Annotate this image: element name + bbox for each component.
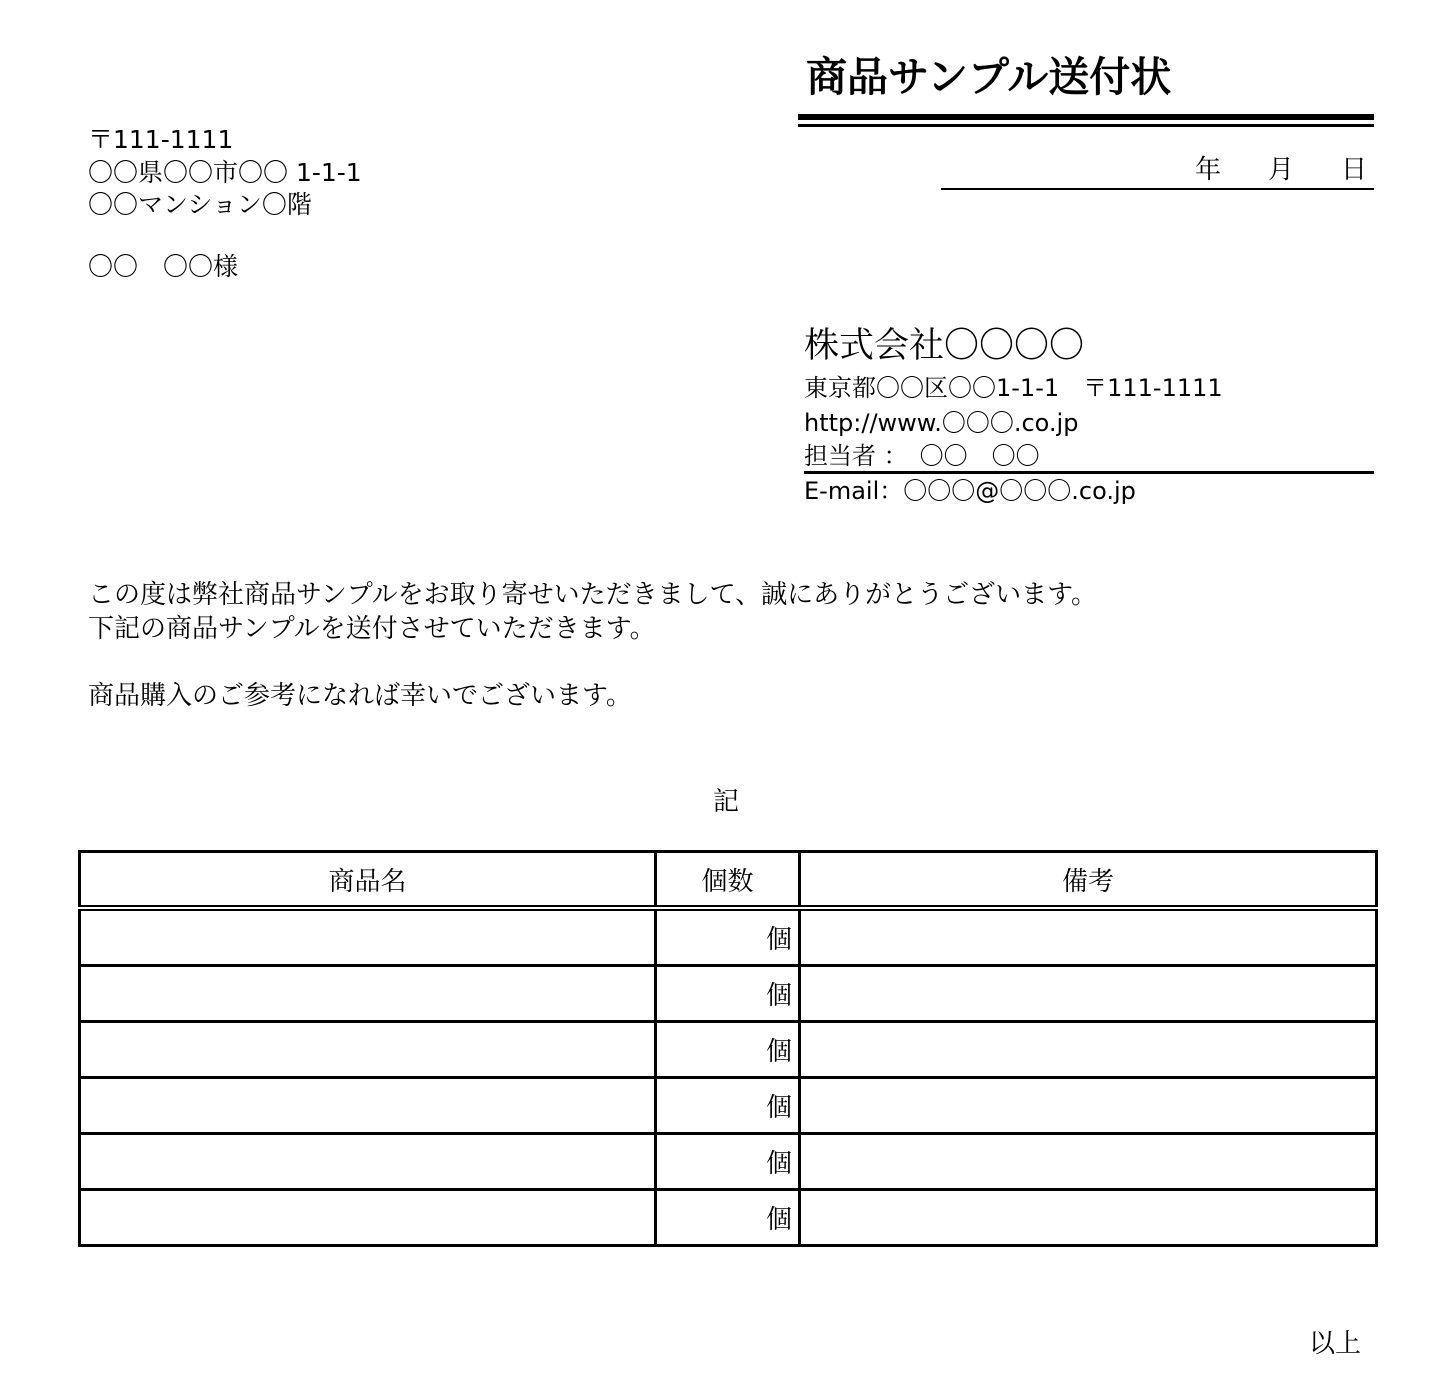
remarks-cell [800, 1078, 1377, 1134]
table-row [80, 1190, 1377, 1246]
quantity-cell: 個 [656, 1190, 800, 1246]
product-cell [80, 1190, 656, 1246]
remarks-cell [800, 1022, 1377, 1078]
recipient-address-line-1: 〇〇県〇〇市〇〇 1-1-1 [88, 158, 362, 187]
sender-contact-person: 担当者 ： 〇〇 〇〇 [804, 442, 1040, 470]
document-title: 商品サンプル送付状 [806, 53, 1172, 101]
quantity-cell: 個 [656, 1078, 800, 1134]
table-row [80, 1134, 1377, 1190]
table-row [80, 1078, 1377, 1134]
remarks-cell [800, 966, 1377, 1022]
ki-heading: 記 [713, 787, 740, 817]
product-cell [80, 1022, 656, 1078]
quantity-cell: 個 [656, 966, 800, 1022]
sender-divider [804, 471, 1374, 474]
table-header-row [80, 852, 1377, 909]
quantity-cell: 個 [656, 1022, 800, 1078]
body-line-2: 下記の商品サンプルを送付させていただきます。 [88, 614, 656, 644]
sender-company-name: 株式会社〇〇〇〇 [804, 326, 1085, 366]
date-day-label: 日 [1341, 155, 1368, 185]
product-cell [80, 1134, 656, 1190]
remarks-cell [800, 1190, 1377, 1246]
table-row [80, 966, 1377, 1022]
date-month-label: 月 [1268, 155, 1295, 185]
date-field [941, 152, 1374, 190]
product-cell [80, 908, 656, 966]
closing-text: 以上 [1309, 1329, 1362, 1359]
header-product-name: 商品名 [80, 852, 656, 909]
sender-address: 東京都〇〇区〇〇1-1-1 〒111-1111 [804, 374, 1223, 402]
table-row [80, 1022, 1377, 1078]
recipient-name: 〇〇 〇〇様 [88, 252, 239, 281]
product-cell [80, 1078, 656, 1134]
remarks-cell [800, 1134, 1377, 1190]
recipient-postal-code: 〒111-1111 [88, 125, 234, 154]
body-line-1: この度は弊社商品サンプルをお取り寄せいただきまして、誠にありがとうございます。 [88, 580, 1098, 610]
sender-email: E-mail：〇〇〇@〇〇〇.co.jp [804, 477, 1136, 505]
recipient-address-line-2: 〇〇マンション〇階 [88, 190, 312, 219]
sample-items-table [78, 850, 1378, 1247]
header-quantity: 個数 [656, 852, 800, 909]
title-underline-thin [798, 124, 1374, 127]
quantity-cell: 個 [656, 908, 800, 966]
remarks-cell [800, 908, 1377, 966]
body-line-3: 商品購入のご参考になれば幸いでございます。 [88, 681, 632, 711]
quantity-cell: 個 [656, 1134, 800, 1190]
title-underline-thick [798, 114, 1374, 120]
product-cell [80, 966, 656, 1022]
table-row [80, 908, 1377, 966]
date-year-label: 年 [1195, 155, 1222, 185]
header-remarks: 備考 [800, 852, 1377, 909]
sender-url: http://www.〇〇〇.co.jp [804, 409, 1079, 437]
